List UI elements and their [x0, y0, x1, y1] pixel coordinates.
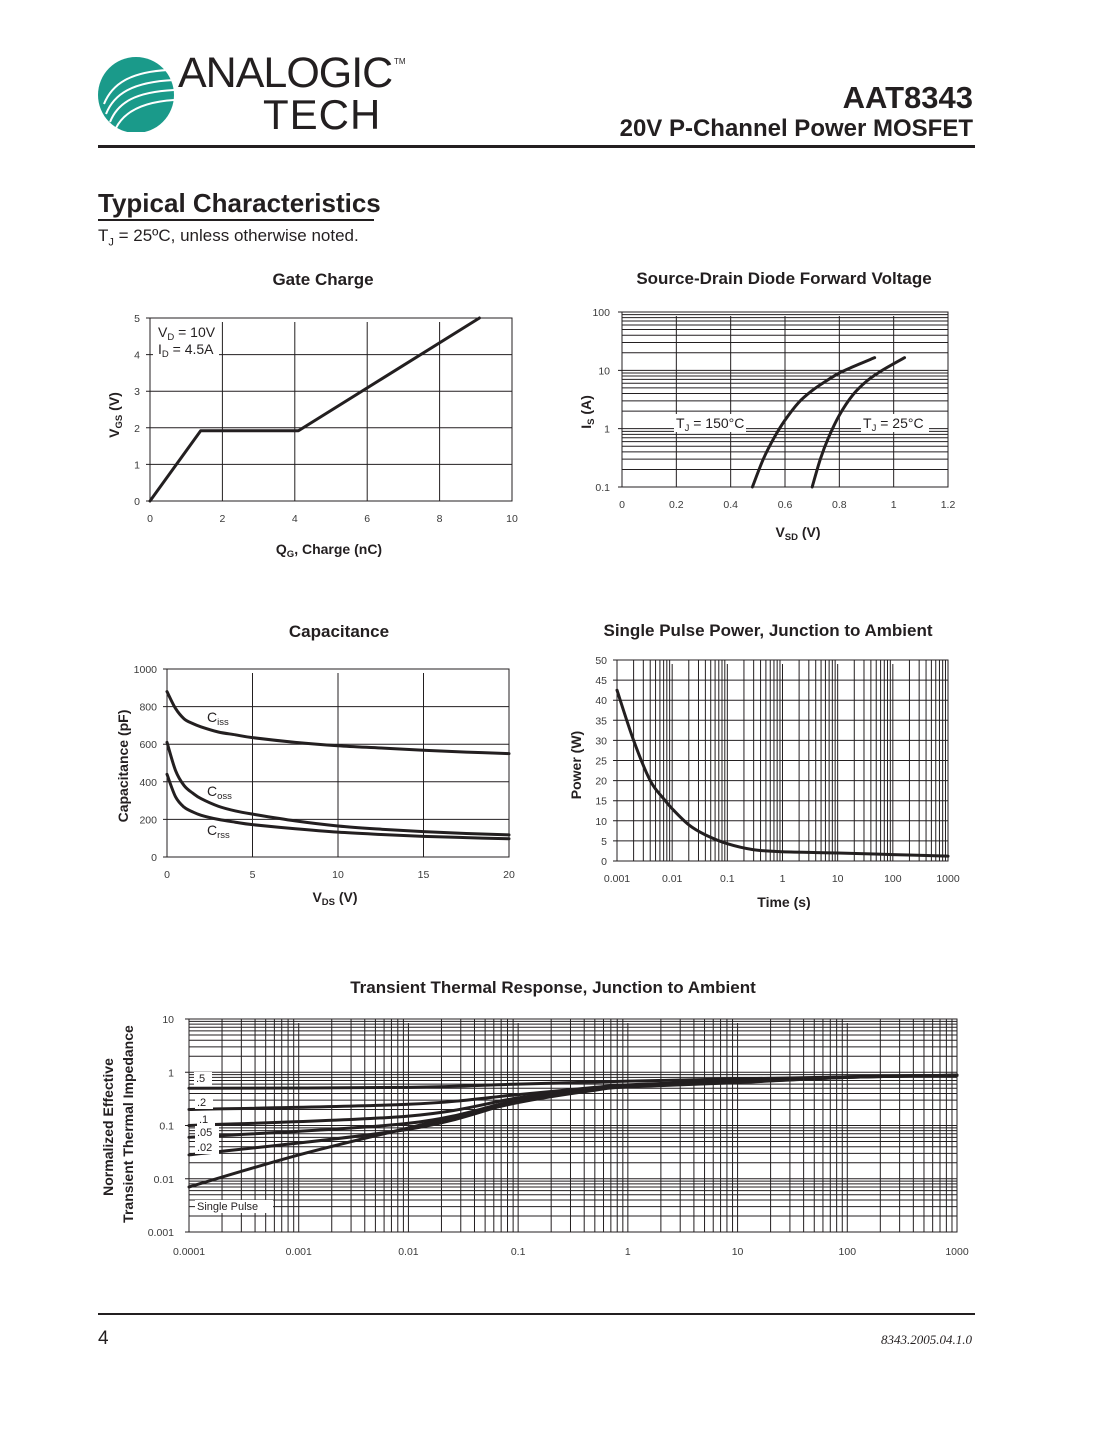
- section-title: Typical Characteristics: [98, 188, 381, 218]
- y-tick-label: 5: [134, 313, 140, 325]
- chart-source-drain-diode: [578, 269, 955, 543]
- y-tick-label: 20: [595, 775, 607, 788]
- y-tick-label: 25: [595, 755, 607, 768]
- x-tick-label: 0.2: [669, 499, 684, 511]
- plot-grid: [613, 660, 948, 861]
- y-axis-label-line2: Transient Thermal Impedance: [120, 1025, 136, 1223]
- y-tick-label: 10: [598, 365, 610, 378]
- x-tick-label: 0.01: [661, 873, 683, 885]
- chart-title: Single Pulse Power, Junction to Ambient: [603, 621, 933, 640]
- note-text: = 25ºC, unless otherwise noted.: [113, 226, 359, 245]
- x-tick-label: 0.4: [723, 499, 738, 511]
- y-tick-label: 10: [162, 1014, 174, 1026]
- chart-title: Source-Drain Diode Forward Voltage: [636, 269, 932, 288]
- x-tick-label: 20: [503, 869, 515, 881]
- chart-capacitance: [115, 622, 515, 908]
- svg-text:IS (A): $I_S$ (A): [578, 395, 597, 429]
- logo-text-analogic: ANALOGIC: [178, 49, 393, 97]
- x-tick-label: 5: [249, 869, 256, 881]
- svg-text:TJ = 150°C: $T_J = 150^\circ C$: [676, 415, 745, 434]
- series-tj-150-c: [752, 358, 874, 487]
- x-tick-label: 8: [436, 513, 443, 525]
- note-subscript: J: [108, 236, 114, 249]
- y-tick-label: 600: [139, 739, 157, 752]
- y-axis-label-line1: Normalized Effective: [100, 1058, 116, 1196]
- x-tick-label: 10: [332, 869, 344, 881]
- x-tick-label: 0.1: [510, 1246, 526, 1258]
- x-tick-label: 10: [831, 873, 844, 885]
- y-tick-label: 0.1: [595, 482, 610, 494]
- y-tick-label: 0: [134, 496, 140, 508]
- part-number: AAT8343: [842, 80, 973, 115]
- x-tick-label: 0.6: [777, 499, 793, 511]
- series-label: Single Pulse: [197, 1201, 259, 1213]
- chart-single-pulse-power: [568, 621, 960, 910]
- y-tick-label: 4: [134, 349, 140, 362]
- y-tick-label: 0: [601, 856, 607, 868]
- x-tick-label: 1: [624, 1246, 631, 1258]
- x-tick-label: 0: [619, 499, 625, 511]
- y-tick-label: 15: [595, 795, 607, 808]
- series-label: .02: [197, 1142, 213, 1154]
- y-tick-label: 0.1: [159, 1120, 174, 1133]
- x-tick-label: 100: [884, 873, 902, 885]
- y-tick-label: 0.001: [147, 1227, 174, 1239]
- svg-text:VDS (V): $V_{DS}$ (V): [312, 889, 358, 908]
- y-axis-label: Power (W): [568, 730, 584, 800]
- x-tick-label: 1: [779, 873, 786, 885]
- svg-text:Crss: $C_{rss}$: [207, 822, 230, 841]
- y-tick-label: 1: [168, 1067, 174, 1080]
- y-tick-label: 30: [595, 735, 607, 748]
- svg-text:QG, Charge (nC): $Q_G$, Charge (nC): [275, 541, 383, 560]
- svg-text:VD = 10V: $V_D = 10V$: [158, 324, 216, 343]
- logo-text-tech: TECH: [263, 91, 382, 138]
- y-tick-label: 2: [134, 422, 140, 435]
- x-tick-label: 0.0001: [172, 1246, 206, 1258]
- x-tick-label: 1.2: [940, 499, 956, 511]
- svg-text:VGS (V): $V_{GS}$ (V): [106, 392, 125, 438]
- y-tick-label: 35: [595, 715, 607, 728]
- svg-text:Coss: $C_{oss}$: [207, 783, 232, 802]
- y-tick-label: 100: [592, 307, 610, 319]
- series-label: .5: [196, 1073, 206, 1085]
- note-symbol: T: [98, 226, 109, 245]
- x-tick-label: 10: [731, 1246, 744, 1258]
- svg-text:Ciss: $C_{iss}$: [207, 709, 229, 728]
- y-tick-label: 45: [595, 675, 607, 688]
- x-tick-label: 1000: [936, 873, 960, 885]
- y-tick-label: 0.01: [153, 1173, 174, 1186]
- series-label: .2: [197, 1097, 207, 1109]
- y-tick-label: 10: [595, 815, 607, 828]
- x-tick-label: 6: [364, 513, 371, 525]
- x-tick-label: 0: [164, 869, 170, 881]
- chart-title: Capacitance: [288, 622, 390, 641]
- svg-text:VSD (V): $V_{SD}$ (V): [775, 524, 821, 543]
- x-tick-label: 100: [838, 1246, 857, 1258]
- y-tick-label: 40: [595, 695, 607, 708]
- footer-divider: [98, 1313, 975, 1315]
- part-description: 20V P-Channel Power MOSFET: [619, 115, 973, 142]
- y-tick-label: 3: [134, 386, 140, 399]
- x-tick-label: 1: [890, 499, 897, 511]
- x-tick-label: 2: [219, 513, 226, 525]
- y-tick-label: 50: [595, 655, 607, 667]
- x-tick-label: 0.1: [720, 873, 735, 885]
- x-tick-label: 10: [506, 513, 518, 525]
- y-tick-label: 1000: [133, 664, 157, 676]
- x-tick-label: 0.01: [398, 1246, 419, 1258]
- x-tick-label: 15: [417, 869, 430, 881]
- svg-text:ID = 4.5A: $I_D = 4.5A$: [158, 341, 214, 360]
- page-number: 4: [98, 1328, 109, 1349]
- x-tick-label: 4: [291, 513, 298, 525]
- logo-trademark: TM: [394, 57, 406, 66]
- series-label: .05: [197, 1127, 213, 1139]
- x-tick-label: 0.001: [285, 1246, 312, 1258]
- y-tick-label: 200: [139, 814, 157, 827]
- x-tick-label: 0.8: [832, 499, 847, 511]
- y-tick-label: 5: [601, 835, 607, 848]
- plot-grid: [185, 1019, 957, 1232]
- x-tick-label: 1000: [945, 1246, 969, 1258]
- document-id: 8343.2005.04.1.0: [881, 1332, 972, 1347]
- svg-text:TJ = 25°C: $T_J = 25^\circ C$: [863, 415, 924, 434]
- chart-title: Transient Thermal Response, Junction to Ambient: [350, 978, 756, 997]
- chart-title: Gate Charge: [272, 270, 374, 289]
- chart-transient-thermal-response: [100, 978, 969, 1258]
- y-axis-label: Capacitance (pF): [115, 709, 131, 823]
- x-tick-label: 0.001: [603, 873, 631, 885]
- y-tick-label: 1: [604, 423, 610, 436]
- y-tick-label: 0: [151, 852, 157, 864]
- y-tick-label: 400: [139, 776, 157, 789]
- y-tick-label: 1: [134, 459, 140, 472]
- chart-gate-charge: [106, 270, 518, 560]
- series-label: .1: [199, 1114, 209, 1126]
- x-axis-label: Time (s): [757, 894, 811, 910]
- plot-grid: [618, 312, 948, 487]
- x-tick-label: 0: [147, 513, 153, 525]
- y-tick-label: 800: [139, 701, 157, 714]
